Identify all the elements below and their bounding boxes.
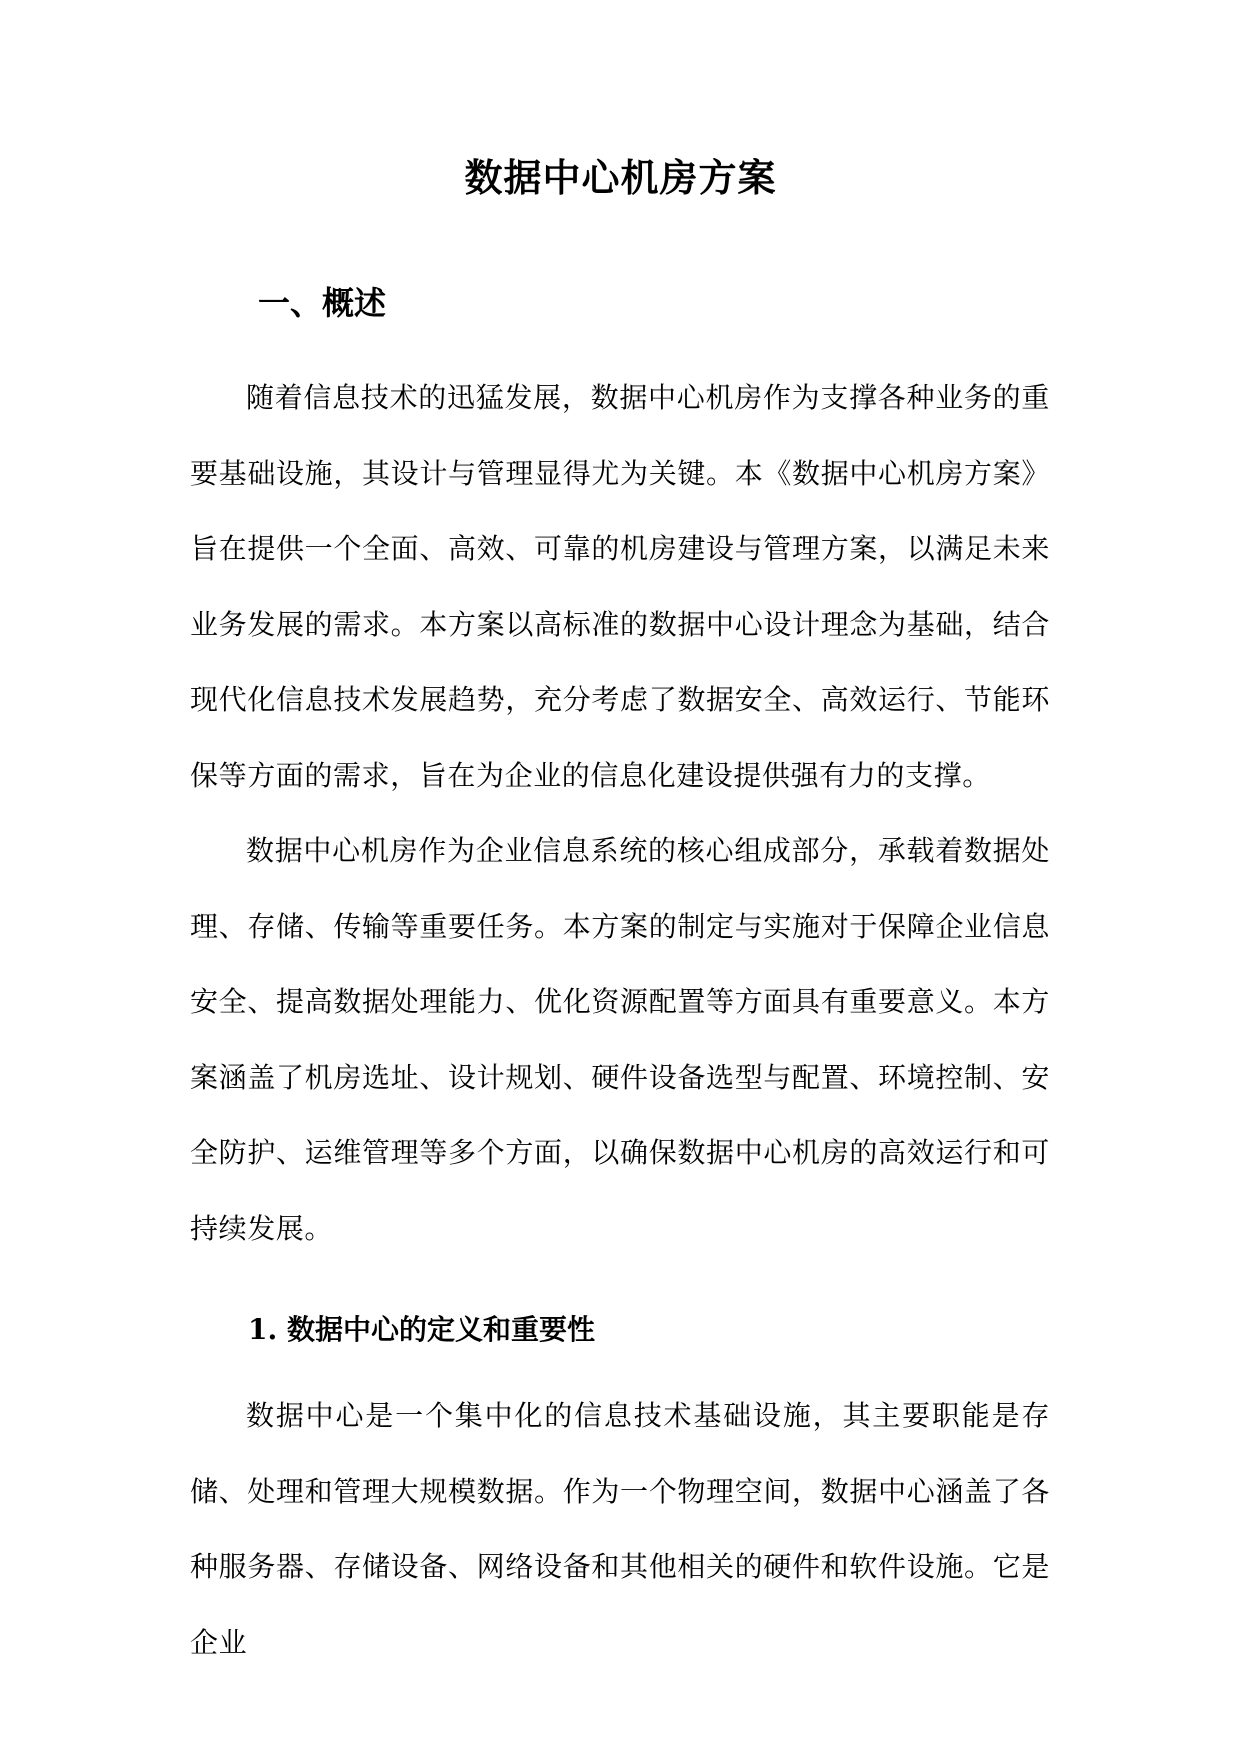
paragraph-definition: 数据中心是一个集中化的信息技术基础设施，其主要职能是存储、处理和管理大规模数据。作为一个物理空间，数据中心涵盖了各种服务器、存储设备、网络设备和其他相关的硬件和软件设施。它是企业 bbox=[190, 1399, 1050, 1659]
subsection-heading-definition: 1. 数据中心的定义和重要性 bbox=[248, 1313, 595, 1346]
document-title: 数据中心机房方案 bbox=[464, 155, 777, 200]
section-heading-overview: 一、概述 bbox=[258, 284, 387, 322]
paragraph-overview-2: 数据中心机房作为企业信息系统的核心组成部分，承载着数据处理、存储、传输等重要任务。本方案的制定与实施对于保障企业信息安全、提高数据处理能力、优化资源配置等方面具有重要意义。本方案涵盖了机房选址、设计规划、硬件设备选型与配置、环境控制、安全防护、运维管理等多个方面，以确保数据中心机房的高效运行和可持续发展。 bbox=[190, 834, 1050, 1245]
paragraph-overview-1: 随着信息技术的迅猛发展，数据中心机房作为支撑各种业务的重要基础设施，其设计与管理显得尤为关键。本《数据中心机房方案》旨在提供一个全面、高效、可靠的机房建设与管理方案，以满足未来业务发展的需求。本方案以高标准的数据中心设计理念为基础，结合现代化信息技术发展趋势，充分考虑了数据安全、高效运行、节能环保等方面的需求，旨在为企业的信息化建设提供强有力的支撑。 bbox=[190, 381, 1050, 792]
